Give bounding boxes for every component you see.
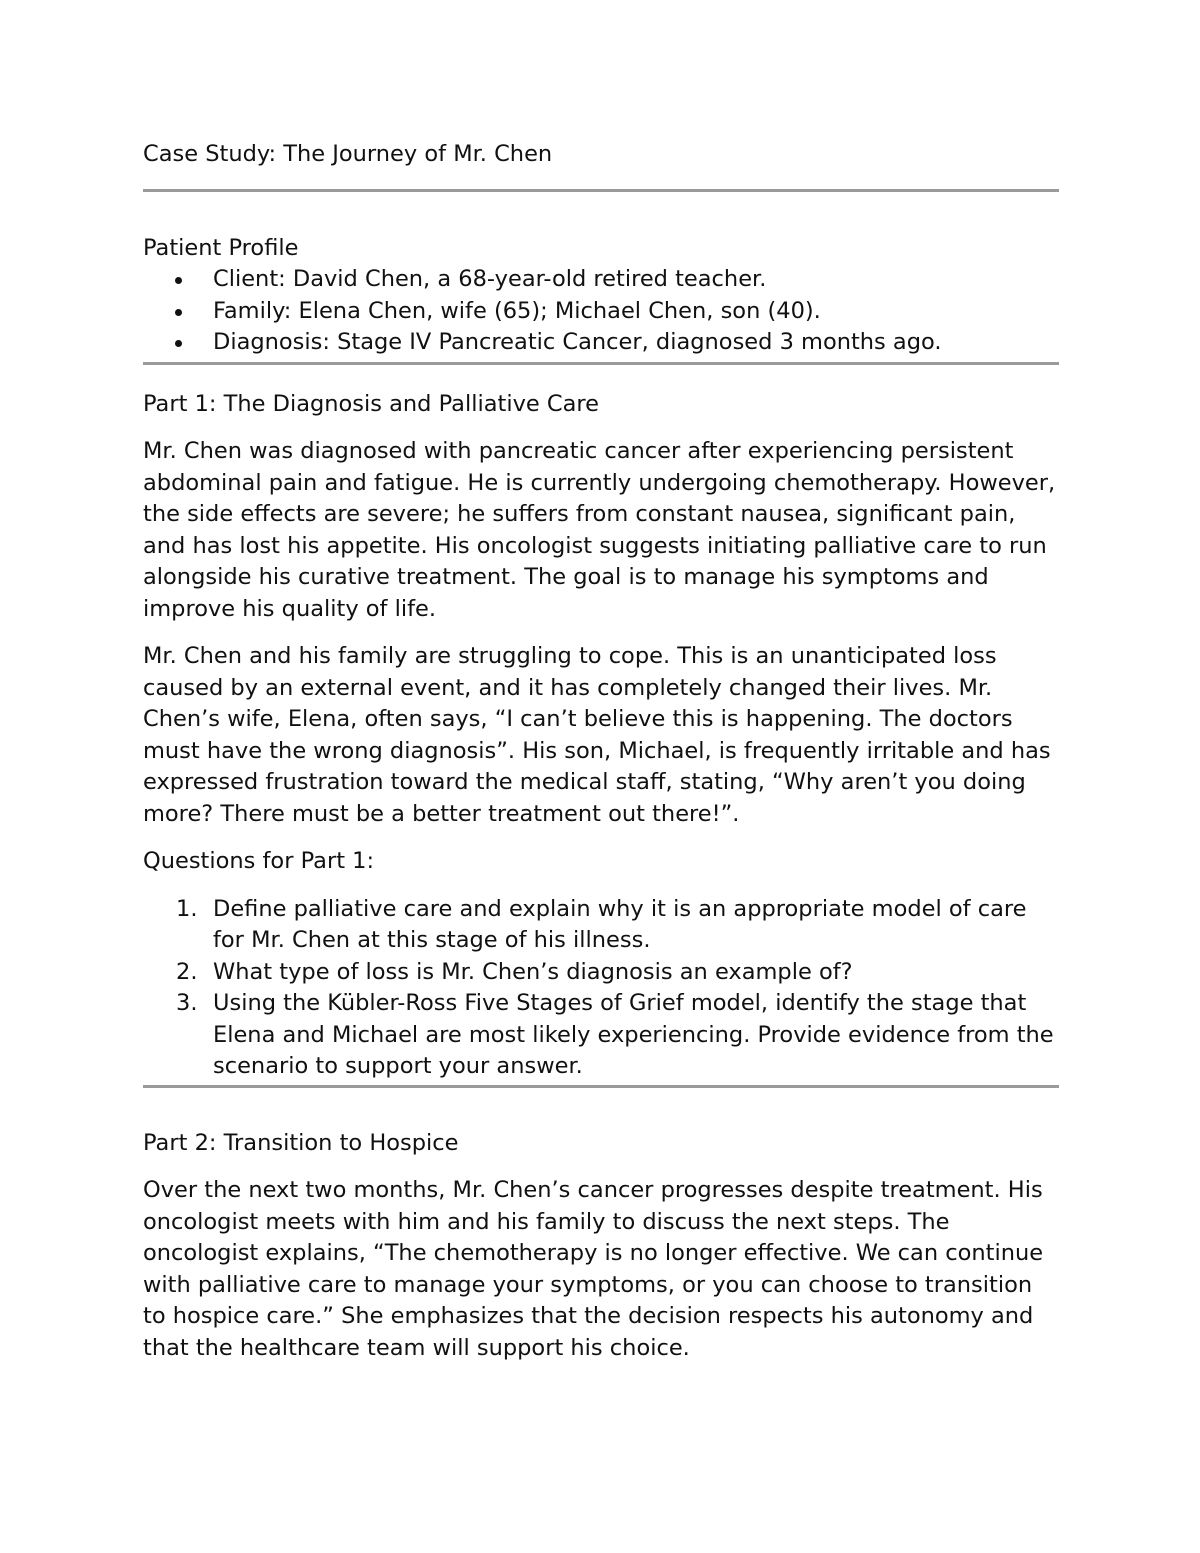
part1-paragraph: Mr. Chen was diagnosed with pancreatic cancer after experiencing persistent abdominal pain and fatigue. He is currently undergoing chemotherapy. However, the side effects are severe; he suffers from constant nausea, significant pain, and has lost his appetite. His oncologist suggests initiating palliative care to run alongside his curative treatment. The goal is to manage his symptoms and improve his quality of life.	[143, 438, 1056, 622]
bullet-icon	[175, 340, 182, 347]
part1-divider	[143, 1085, 1059, 1088]
profile-item-diagnosis	[143, 327, 1059, 359]
question-text: What type of loss is Mr. Chen’s diagnosis an example of?	[213, 958, 853, 985]
profile-item-text: Diagnosis: Stage IV Pancreatic Cancer, diagnosed 3 months ago.	[213, 329, 942, 355]
document-title: Case Study: The Journey of Mr. Chen	[143, 141, 553, 167]
patient-profile-heading: Patient Profile	[143, 234, 299, 261]
question-text: Using the Kübler-Ross Five Stages of Grief model, identify the stage that Elena and Michael are most likely experiencing. Provide evidence from the scenario to support your answer.	[213, 990, 1054, 1079]
question-number: 2.	[176, 958, 198, 985]
question-number: 3.	[176, 990, 198, 1016]
question-text: Define palliative care and explain why it is an appropriate model of care for Mr. Chen at this stage of his illness.	[213, 895, 1027, 953]
profile-divider	[143, 362, 1059, 365]
part1-questions-heading: Questions for Part 1:	[143, 848, 375, 874]
question-item	[143, 957, 1059, 989]
bullet-icon	[175, 309, 182, 316]
part1-questions-list	[143, 894, 1059, 1083]
question-item	[143, 894, 1059, 957]
part2-paragraph: Over the next two months, Mr. Chen’s cancer progresses despite treatment. His oncologist meets with him and his family to discuss the next steps. The oncologist explains, “The chemotherapy is no longer effective. We can continue with palliative care to manage your symptoms, or you can choose to transition to hospice care.” She emphasizes that the decision respects his autonomy and that the healthcare team will support his choice.	[143, 1177, 1044, 1361]
profile-item-family	[143, 296, 1059, 328]
profile-item-text: Client: David Chen, a 68-year-old retired teacher.	[213, 266, 767, 292]
profile-item-client	[143, 264, 1059, 296]
part1-heading: Part 1: The Diagnosis and Palliative Care	[143, 390, 599, 417]
title-divider	[143, 189, 1059, 192]
profile-item-text: Family: Elena Chen, wife (65); Michael Chen, son (40).	[213, 297, 821, 324]
question-item	[143, 988, 1059, 1083]
question-number: 1.	[176, 895, 198, 922]
patient-profile-list	[143, 264, 1059, 359]
bullet-icon	[175, 277, 182, 284]
document-content	[143, 139, 1059, 1364]
part2-heading: Part 2: Transition to Hospice	[143, 1129, 459, 1156]
part1-paragraph: Mr. Chen and his family are struggling to cope. This is an unanticipated loss caused by an external event, and it has completely changed their lives. Mr. Chen’s wife, Elena, often says, “I can’t believe this is happening. The doctors must have the wrong diagnosis”. His son, Michael, is frequently irritable and has expressed frustration toward the medical staff, stating, “Why aren’t you doing more? There must be a better treatment out there!”.	[143, 643, 1051, 827]
